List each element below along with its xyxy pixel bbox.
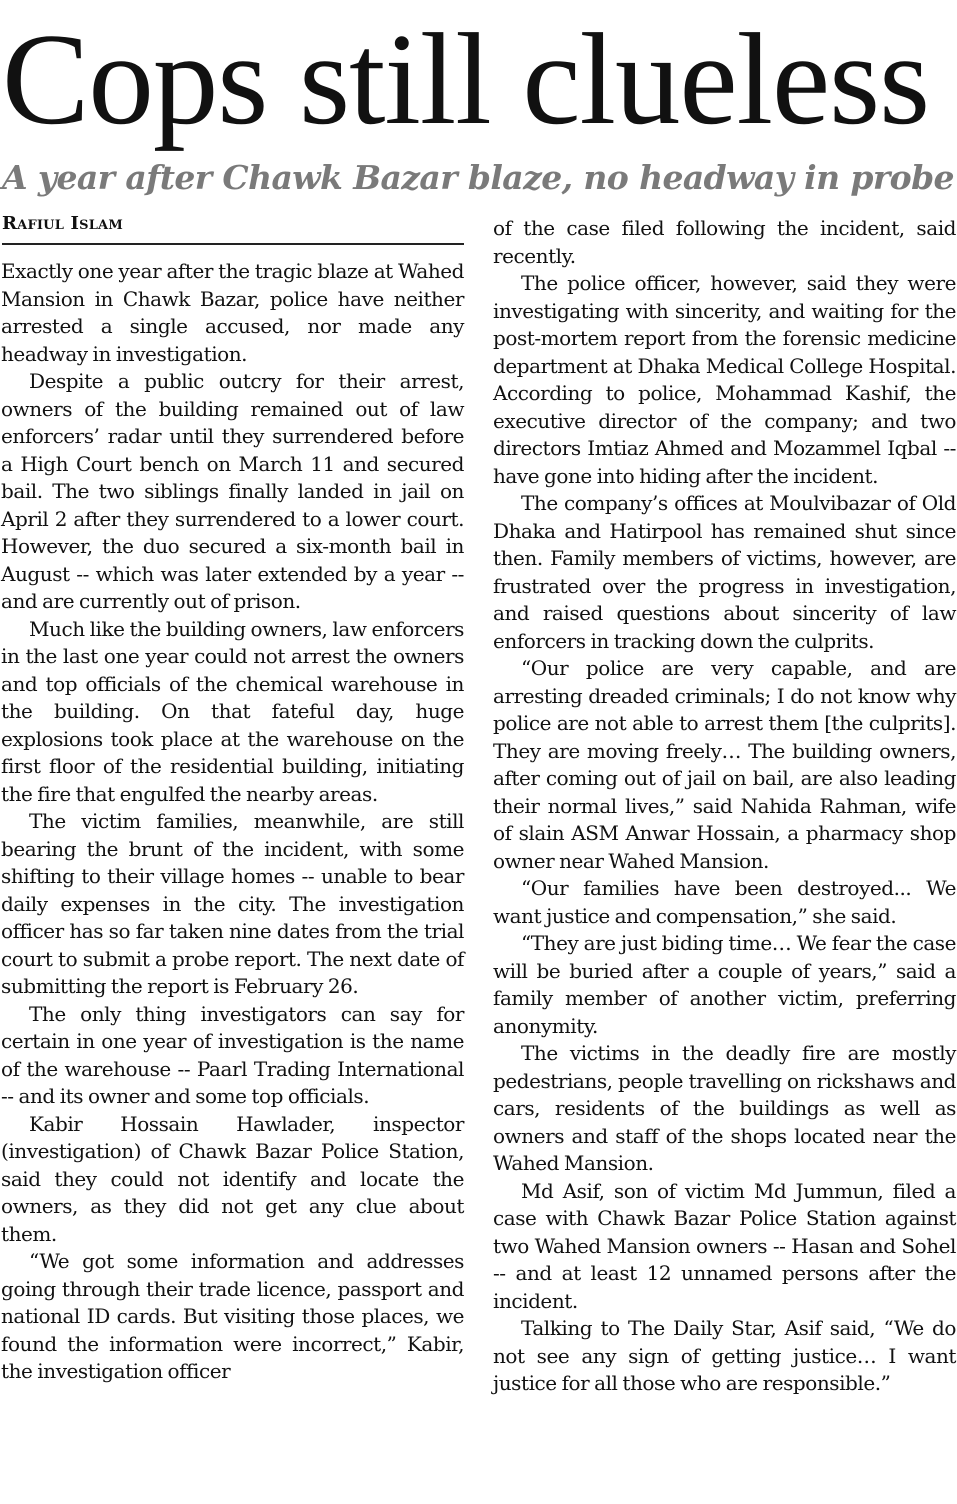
paragraph: The victim families, meanwhile, are still bearing the brunt of the incident, with some shifting to their village homes -- unable to bear daily expenses in the city. The investigation officer has so far taken nine dates from the trial court to submit a probe report. The next date of submitting the report is February 26. <box>1 809 464 998</box>
paragraph: The police officer, however, said they were investigating with sincerity, and waiting for the post-mortem report from the forensic medicine department at Dhaka Medical College Hospital. According to police, Mohammad Kashif, the executive director of the company; and two directors Imtiaz Ahmed and Mozammel Iqbal -- have gone into hiding after the incident. <box>493 271 956 488</box>
subheadline: A year after Chawk Bazar blaze, no headway in probe <box>2 158 954 197</box>
byline: Rafiul Islam <box>2 210 464 245</box>
paragraph: “We got some information and addresses going through their trade licence, passport and national ID cards. But visiting those places, we found the information were incorrect,” Kabir, the investigation officer <box>1 1249 464 1383</box>
paragraph: Exactly one year after the tragic blaze at Wahed Mansion in Chawk Bazar, police have neither arrested a single accused, nor made any headway in investigation. <box>1 259 464 366</box>
paragraph: Despite a public outcry for their arrest, owners of the building remained out of law enforcers’ radar until they surrendered before a High Court bench on March 11 and secured bail. The two siblings finally landed in jail on April 2 after they surrendered to a lower court. However, the duo secured a six-month bail in August -- which was later extended by a year -- and are currently out of prison. <box>1 369 464 613</box>
paragraph: Kabir Hossain Hawlader, inspector (investigation) of Chawk Bazar Police Station, said they could not identify and locate the owners, as they did not get any clue about them. <box>1 1111 464 1246</box>
paragraph: “They are just biding time… We fear the case will be buried after a couple of years,” said a family member of another victim, preferring anonymity. <box>493 931 956 1038</box>
paragraph: “Our police are very capable, and are arresting dreaded criminals; I do not know why police are not able to arrest them [the culprits]. They are moving freely… The building owners, after coming out of jail on bail, are also leading their normal lives,” said Nahida Rahman, wife of slain ASM Anwar Hossain, a pharmacy shop owner near Wahed Mansion. <box>493 656 956 873</box>
paragraph: Talking to The Daily Star, Asif said, “We do not see any sign of getting justice… I want justice for all those who are responsible.” <box>493 1316 956 1395</box>
paragraph: Md Asif, son of victim Md Jummun, filed a case with Chawk Bazar Police Station against two Wahed Mansion owners -- Hasan and Sohel -- and at least 12 unnamed persons after the incident. <box>493 1178 956 1313</box>
paragraph: The only thing investigators can say for certain in one year of investigation is the name of the warehouse -- Paarl Trading International -- and its owner and some top officials. <box>1 1001 464 1108</box>
paragraph: Much like the building owners, law enforcers in the last one year could not arrest the owners and top officials of the chemical warehouse in the building. On that fateful day, huge explosions took place at the warehouse on the first floor of the residential building, initiating the fire that engulfed the nearby areas. <box>1 616 464 806</box>
headline: Cops still clueless <box>2 7 930 152</box>
paragraph: The victims in the deadly fire are mostly pedestrians, people travelling on rickshaws and cars, residents of the buildings as well as owners and staff of the shops located near the Wahed Mansion. <box>493 1041 956 1175</box>
right-column <box>493 215 956 1398</box>
paragraph: “Our families have been destroyed... We want justice and compensation,” she said. <box>493 876 956 928</box>
paragraph: of the case filed following the incident, said recently. <box>493 216 956 268</box>
paragraph: The company’s offices at Moulvibazar of Old Dhaka and Hatirpool has remained shut since then. Family members of victims, however, are frustrated over the progress in investigation, and raised questions about sincerity of law enforcers in tracking down the culprits. <box>493 491 956 653</box>
left-column <box>1 258 464 1386</box>
